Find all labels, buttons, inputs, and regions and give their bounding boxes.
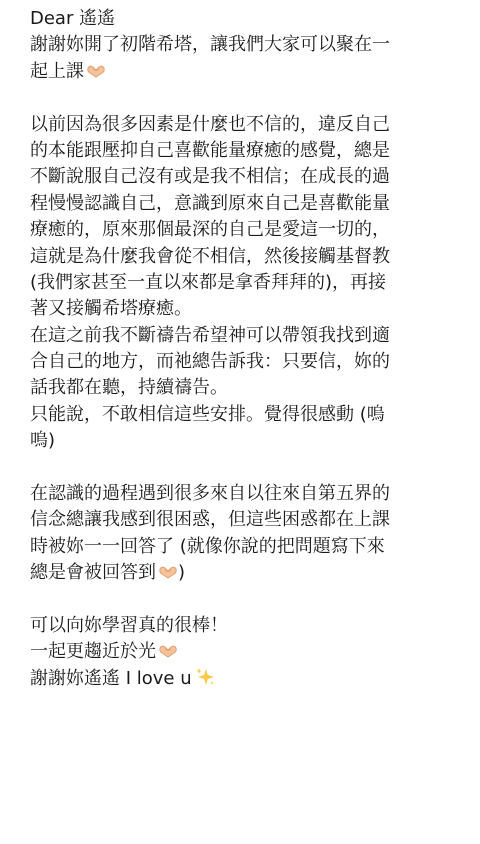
line-text: 起上課 — [30, 60, 84, 82]
heart-hands-icon — [86, 64, 106, 78]
text-line — [30, 639, 460, 665]
text-line — [30, 428, 460, 454]
text-line — [30, 270, 460, 296]
text-line — [30, 112, 460, 138]
line-text: 在認識的過程遇到很多來自以往來自第五界的 — [30, 483, 390, 505]
text-line — [30, 217, 460, 243]
text-line — [30, 666, 460, 692]
blank-line — [30, 587, 460, 613]
line-text: 著又接觸希塔療癒。 — [30, 298, 192, 320]
text-line — [30, 507, 460, 533]
line-text: 信念總讓我感到很困惑，但這些困惑都在上課 — [30, 509, 390, 531]
heart-hands-icon — [158, 565, 178, 579]
letter-body — [30, 6, 460, 692]
text-line — [30, 613, 460, 639]
line-text: 時被妳一一回答了 (就像你說的把問題寫下來 — [30, 535, 385, 557]
line-text: 在這之前我不斷禱告希望神可以帶領我找到適 — [30, 324, 390, 346]
text-line — [30, 349, 460, 375]
text-line — [30, 375, 460, 401]
line-text: 這就是為什麼我會從不相信，然後接觸基督教 — [30, 245, 390, 267]
line-text: 程慢慢認識自己，意識到原來自己是喜歡能量 — [30, 192, 390, 214]
line-text: 可以向妳學習真的很棒！ — [30, 614, 228, 636]
line-text: 一起更趨近於光 — [30, 641, 156, 663]
sparkles-icon — [194, 667, 216, 687]
text-line — [30, 402, 460, 428]
greeting-line — [30, 6, 460, 32]
text-line — [30, 138, 460, 164]
blank-line — [30, 85, 460, 111]
line-text: 以前因為很多因素是什麼也不信的，違反自己 — [30, 113, 390, 135]
line-text: 總是會被回答到 — [30, 562, 156, 584]
text-line — [30, 560, 460, 586]
heart-hands-icon — [158, 644, 178, 658]
text-line — [30, 481, 460, 507]
line-text: 嗚) — [30, 430, 56, 452]
line-text: 話我都在聽，持續禱告。 — [30, 377, 228, 399]
text-line — [30, 59, 460, 85]
greeting-text: Dear 遙遙 — [30, 8, 116, 29]
line-text: 不斷說服自己沒有或是我不相信；在成長的過 — [30, 166, 390, 188]
line-text: 謝謝妳開了初階希塔，讓我們大家可以聚在一 — [30, 34, 390, 56]
line-text: 的本能跟壓抑自己喜歡能量療癒的感覺，總是 — [30, 139, 390, 161]
text-line — [30, 32, 460, 58]
text-line — [30, 323, 460, 349]
line-text: (我們家甚至一直以來都是拿香拜拜的)，再接 — [30, 271, 387, 293]
text-line — [30, 191, 460, 217]
blank-line — [30, 455, 460, 481]
closing-paren: ) — [178, 562, 186, 584]
text-line — [30, 164, 460, 190]
text-line — [30, 534, 460, 560]
line-text: 合自己的地方，而祂總告訴我：只要信，妳的 — [30, 351, 390, 373]
text-line — [30, 244, 460, 270]
line-text: 只能說，不敢相信這些安排。覺得很感動 (嗚 — [30, 403, 385, 425]
line-text: 療癒的，原來那個最深的自己是愛這一切的， — [30, 219, 390, 241]
text-line — [30, 296, 460, 322]
line-text: 謝謝妳遙遙 I love u — [30, 667, 192, 689]
